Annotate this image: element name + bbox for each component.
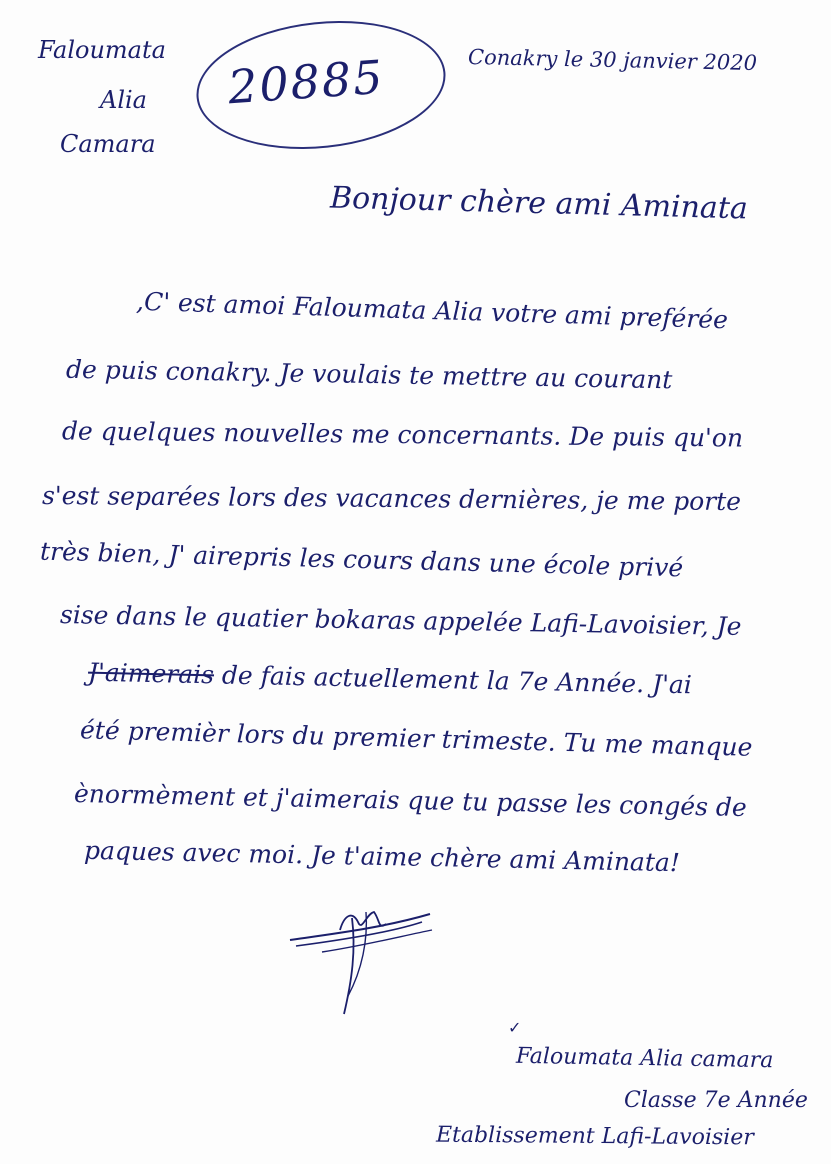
body-line-2: de puis conakry. Je voulais te mettre au courant	[65, 354, 673, 395]
body-line-1: ,C' est amoi Faloumata Alia votre ami preférée	[135, 286, 729, 335]
closing-class: Classe 7e Année	[624, 1088, 808, 1113]
body-line-7-text: de fais actuellement la 7e Année. J'ai	[221, 660, 693, 700]
check-mark-icon: ✓	[508, 1018, 522, 1037]
body-line-3: de quelques nouvelles me concernants. De puis qu'on	[61, 416, 744, 453]
sender-name-line-1: Faloumata	[38, 36, 166, 64]
body-line-7	[88, 658, 692, 700]
place-date: Conakry le 30 janvier 2020	[467, 44, 758, 76]
closing-name: Faloumata Alia camara	[515, 1043, 774, 1074]
handwritten-signature	[282, 900, 442, 1020]
struck-word: J'aimerais	[87, 657, 215, 690]
body-line-5: très bien, J' airepris les cours dans une école privé	[39, 536, 684, 583]
registration-number: 20885	[226, 49, 387, 115]
greeting: Bonjour chère ami Aminata	[329, 180, 749, 227]
closing-school: Etablissement Lafi-Lavoisier	[435, 1122, 754, 1151]
body-line-4: s'est separées lors des vacances dernières, je me porte	[41, 480, 742, 517]
sender-name-line-3: Camara	[60, 130, 156, 158]
body-line-8: été premièr lors du premier trimeste. Tu me manque	[79, 715, 753, 762]
body-line-6: sise dans le quatier bokaras appelée Lafi-Lavoisier, Je	[59, 600, 742, 641]
sender-name-line-2: Alia	[100, 86, 147, 114]
body-line-9: ènormèment et j'aimerais que tu passe les congés de	[73, 778, 748, 823]
body-line-10: paques avec moi. Je t'aime chère ami Aminata!	[83, 835, 681, 878]
